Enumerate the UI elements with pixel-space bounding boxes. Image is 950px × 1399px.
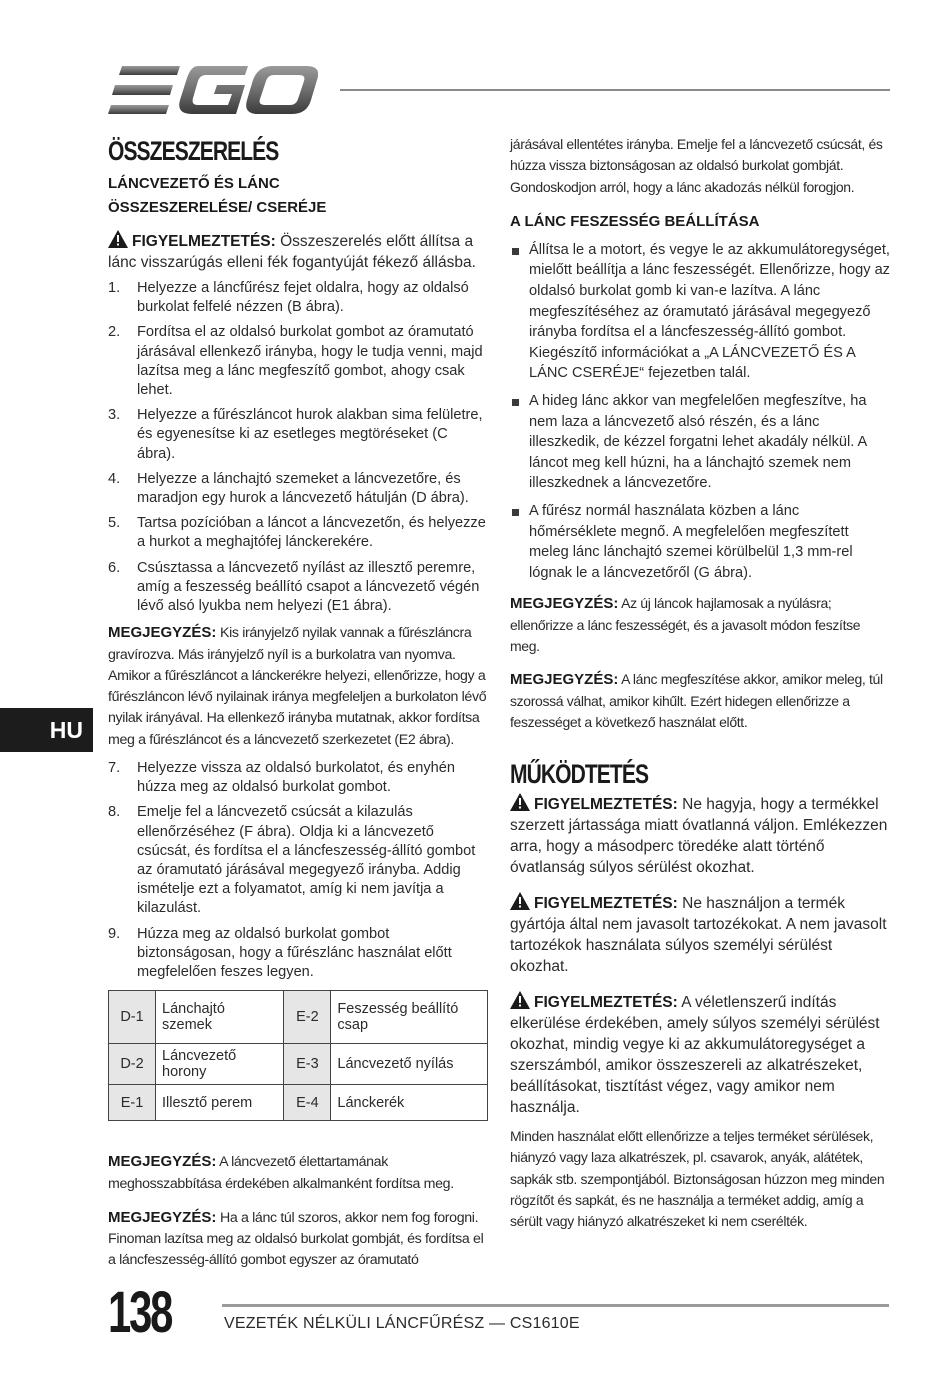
list-item: Állítsa le a motort, és vegye le az akkumulátoregységet, mielőtt beállítja a lánc feszességét. Ellenőrizze, hogy az oldalsó burkolat gomb ki van-e lazítva. A lánc megfeszítéséhez az óramutató járásával megegyező irányba fordítsa el a láncfeszesség-állító gombot. Kiegészítő információkat a „A LÁNCVEZETŐ ÉS A LÁNC CSERÉJE“ fejezetben talál.: [510, 240, 890, 384]
list-item: A fűrész normál használata közben a lánc hőmérséklete megnő. A megfelelően megfeszített meleg lánc lánchajtó szemei körülbelül 1,3 mm-rel lógnak le a láncvezetőről (G ábra).: [510, 501, 890, 583]
note-chain-tight: [108, 1207, 488, 1272]
left-column: [108, 134, 488, 1272]
list-item: 6. Csúsztassa a láncvezető nyílást az illesztő peremre, amíg a feszesség beállító csapot a láncvezető végén lévő alsó lyukba nem helyezi (E1 ábra).: [108, 559, 480, 615]
warning-text: Ne hagyja, hogy a termékkel szerzett jártassága miatt óvatlanná váljon. Emlékezzen arra, hogy a másodperc töredéke alatt történő óvatlanság súlyos sérülést okozhat.: [510, 796, 888, 877]
language-tab: HU: [0, 708, 93, 752]
warning-text: Összeszerelés előtt állítsa a lánc visszarúgás elleni fék fogantyúját fékező állásba.: [108, 233, 476, 271]
note-text: Az új láncok hajlamosak a nyúlásra; ellenőrizze a lánc feszességét, és a javasolt módon feszítse meg.: [510, 595, 861, 654]
section-title-operation: MŰKÖDTETÉS: [510, 759, 649, 790]
section-title-assembly: ÖSSZESZERELÉS: [108, 136, 279, 166]
warning-block: [108, 230, 488, 273]
footer-rule: [222, 1304, 889, 1307]
subsection-title-chain: LÁNCVEZETŐ ÉS LÁNC ÖSSZESZERELÉSE/ CSERÉJE: [108, 175, 327, 216]
continued-text: járásával ellentétes irányba. Emelje fel a láncvezető csúcsát, és húzza vissza biztonságosan az oldalsó burkolat gombját. Gondoskodjon arról, hogy a lánc akadozás nélkül forogjon.: [510, 136, 883, 195]
warning-label: FIGYELMEZTETÉS:: [534, 796, 678, 814]
list-item: A hideg lánc akkor van megfelelően megfeszítve, ha nem laza a láncvezető alsó részén, és a lánc illeszkedik, de kézzel forgatni lehet akadály nélkül. A láncot meg kell húzni, ha a lánchajtó szemek nem illeszkednek a láncvezetőre.: [510, 391, 890, 494]
subsection-title-tension: A LÁNC FESZESSÉG BEÁLLÍTÁSA: [510, 212, 760, 230]
warning-icon: [510, 793, 530, 811]
note-bar-life: [108, 1151, 488, 1195]
note-label: MEGJEGYZÉS:: [108, 1208, 217, 1226]
bullet-icon: [512, 248, 519, 255]
note-label: MEGJEGYZÉS:: [510, 595, 619, 613]
warning-icon: [108, 230, 128, 248]
list-item: 9. Húzza meg az oldalsó burkolat gombot biztonságosan, hogy a fűrészlánc használat előtt megfelelően feszes legyen.: [108, 925, 452, 981]
note-label: MEGJEGYZÉS:: [108, 624, 217, 642]
bullet-icon: [512, 399, 519, 406]
warning-icon: [510, 991, 530, 1009]
list-item: 3. Helyezze a fűrészláncot hurok alakban sima felületre, és egyenesítse ki az esetleges megtöréseket (C ábra).: [108, 407, 483, 462]
warning-text: Ne használjon a termék gyártója által nem javasolt tartozékokat. A nem javasolt tartozékok használata súlyos személyi sérülést okozhat.: [510, 895, 887, 976]
table-row: D-1 Lánchajtó szemek E-2 Feszesség beállító csap: [109, 991, 488, 1044]
note-text: A lánc megfeszítése akkor, amikor meleg, túl szorossá válhat, amikor kihűlt. Ezért hidegen ellenőrizze a feszességet a következő használat előtt.: [510, 671, 883, 730]
inspection-text: Minden használat előtt ellenőrizze a teljes terméket sérülések, hiányzó vagy laza alkatrészek, pl. csavarok, anyák, alátétek, sapkák stb. szempontjából. Biztonságosan húzzon meg minden rögzítőt és sapkát, és ne használja a terméket addig, amíg a sérült vagy hiányzó alkatrészeket ki nem cserélték.: [510, 1128, 885, 1230]
parts-table: [108, 990, 488, 1121]
note-text: Ha a lánc túl szoros, akkor nem fog forogni. Finoman lazítsa meg az oldalsó burkolat gombját, és fordítsa el a láncfeszesség-állító gombot egyszer az óramutató: [108, 1209, 484, 1269]
note-label: MEGJEGYZÉS:: [108, 1153, 217, 1171]
warning-block: [510, 892, 890, 977]
warning-label: FIGYELMEZTETÉS:: [534, 994, 678, 1012]
assembly-steps-b: [108, 759, 488, 982]
tension-bullets: [510, 240, 890, 584]
note-new-chains: [510, 593, 890, 657]
note-arrows: [108, 622, 488, 751]
assembly-steps-a: [108, 279, 488, 616]
warning-block: [510, 793, 890, 878]
warning-block: [510, 991, 890, 1118]
note-warm-chain: [510, 669, 890, 733]
header-rule: [340, 89, 890, 91]
footer-title: VEZETÉK NÉLKÜLI LÁNCFŰRÉSZ — CS1610E: [224, 1315, 580, 1332]
list-item: 7. Helyezze vissza az oldalsó burkolatot, és enyhén húzza meg az oldalsó burkolat gombot.: [108, 760, 455, 796]
list-item: 5. Tartsa pozícióban a láncot a láncvezetőn, és helyezze a hurkot a meghajtófej lánckerekére.: [108, 515, 486, 551]
warning-label: FIGYELMEZTETÉS:: [132, 233, 276, 250]
list-item: 2. Fordítsa el az oldalsó burkolat gombot az óramutató járásával ellenkező irányba, hogy le tudja venni, majd lazítsa meg a lánc megfeszítő gombot, ahogy csak lehet.: [108, 324, 483, 399]
page-number: 138: [108, 1280, 172, 1345]
list-item: 4. Helyezze a lánchajtó szemeket a láncvezetőre, és maradjon egy hurok a láncvezető hátulján (D ábra).: [108, 470, 469, 507]
warning-text: A véletlenszerű indítás elkerülése érdekében, amely súlyos személyi sérülést okozhat, mindig vegye ki az akkumulátoregységet a szerszámból, amikor összeszereli az alkatrészeket, beállításokat, tisztítást végez, vagy amikor nem használja.: [510, 994, 880, 1117]
table-row: D-2 Láncvezető horony E-3 Láncvezető nyílás: [109, 1044, 488, 1085]
table-row: E-1 Illesztő perem E-4 Lánckerék: [109, 1085, 488, 1121]
note-label: MEGJEGYZÉS:: [510, 671, 619, 689]
warning-label: FIGYELMEZTETÉS:: [534, 895, 678, 913]
list-item: 1. Helyezze a láncfűrész fejet oldalra, hogy az oldalsó burkolat felfelé nézzen (B ábra).: [108, 280, 469, 316]
ego-logo: [108, 66, 318, 114]
list-item: 8. Emelje fel a láncvezető csúcsát a kilazulás ellenőrzéséhez (F ábra). Oldja ki a láncvezető csúcsát, és fordítsa el a láncfeszesség-állító gombot az óramutató járásával megegyező irányba. Addig ismételje ezt a folyamatot, amíg ki nem javítja a kilazulást.: [108, 804, 476, 917]
right-column: [510, 134, 890, 1233]
bullet-icon: [512, 509, 519, 516]
warning-icon: [510, 892, 530, 910]
note-text: Kis irányjelző nyilak vannak a fűrészláncra gravírozva. Más irányjelző nyíl is a burkolatra van nyomva. Amikor a fűrészláncot a lánckerékre helyezi, ellenőrizze, hogy a fűrészláncon lévő nyilainak iránya megfeleljen a burkolaton lévő nyilak irányával. Ha ellenkező irányba mutatnak, akkor fordítsa meg a fűrészláncot és a láncvezető szerkezetet (E2 ábra).: [108, 625, 487, 748]
note-text: A láncvezető élettartamának meghosszabbítása érdekében alkalmanként fordítsa meg.: [108, 1154, 454, 1192]
